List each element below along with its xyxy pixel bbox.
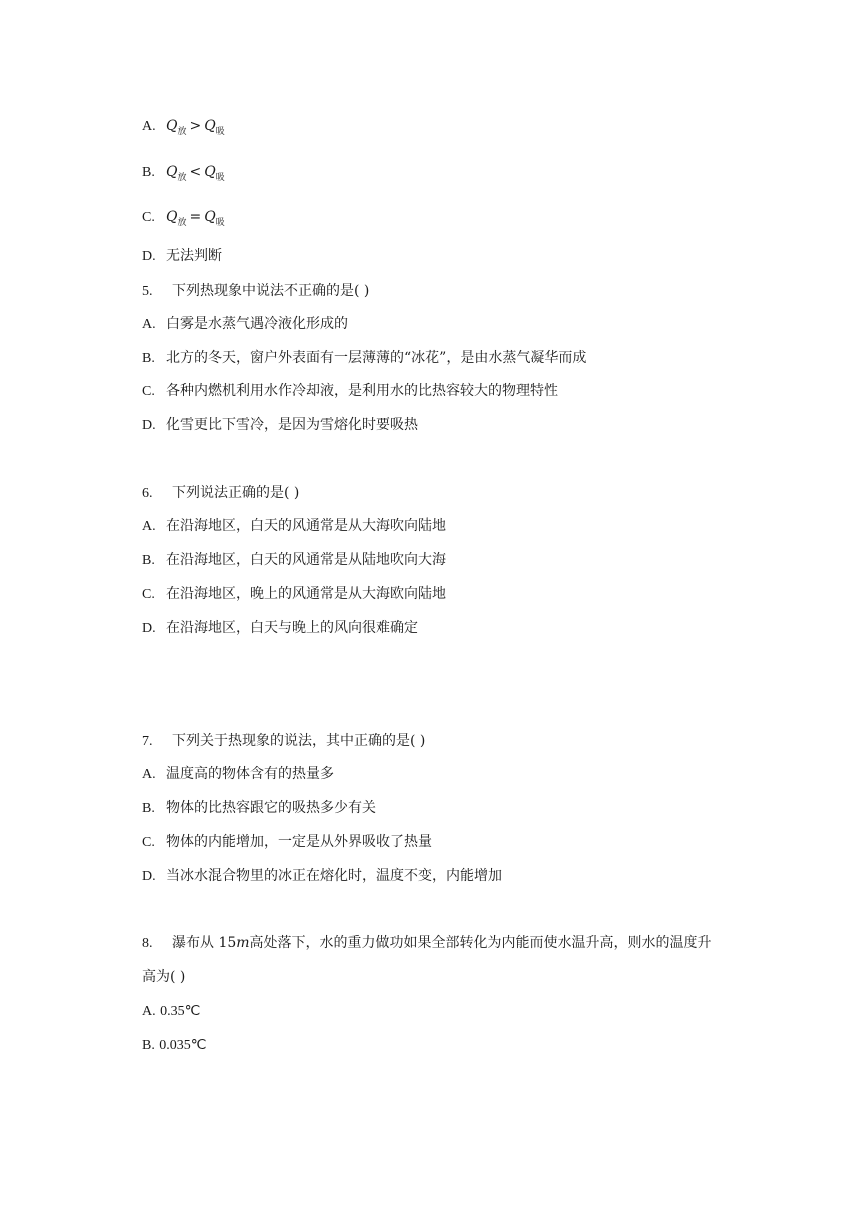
q5-option-b [142, 348, 586, 369]
option-text: 温度高的物体含有的热量多 [166, 766, 334, 782]
option-label: C. [142, 384, 155, 399]
q7-stem [142, 731, 425, 752]
option-text: 北方的冬天，窗户外表面有一层薄薄的“冰花”，是由水蒸气凝华而成 [166, 350, 587, 366]
q6-option-c [142, 584, 446, 605]
question-number: 7. [142, 734, 153, 749]
option-text: 在沿海地区，白天的风通常是从大海吹向陆地 [166, 518, 446, 534]
q5-option-d [142, 415, 418, 436]
math-variable: m [236, 935, 250, 951]
option-label: A. [142, 519, 156, 534]
option-label: B. [142, 553, 155, 568]
q5-option-a [142, 314, 348, 335]
option-text: 0.35℃ [160, 1004, 201, 1019]
option-text: 物体的比热容跟它的吸热多少有关 [166, 800, 376, 816]
option-text: 当冰水混合物里的冰正在熔化时，温度不变，内能增加 [166, 868, 502, 884]
question-text: 瀑布从 15 [172, 935, 237, 951]
option-label: A. [142, 317, 156, 332]
math-expression: $Q_放 > Q_吸$ [166, 118, 225, 137]
question-number: 6. [142, 486, 153, 501]
option-label: B. [142, 165, 155, 180]
q8-stem-line2 [142, 967, 185, 987]
q8-stem [142, 933, 712, 954]
question-number: 8. [142, 936, 153, 951]
q8-option-a [142, 1001, 200, 1022]
q6-option-a [142, 516, 446, 537]
q4-option-b [142, 162, 225, 188]
q6-option-d [142, 618, 418, 639]
math-expression: $Q_放 < Q_吸$ [166, 164, 225, 183]
option-text: 化雪更比下雪冷，是因为雪熔化时要吸热 [166, 417, 418, 433]
option-text: 物体的内能增加，一定是从外界吸收了热量 [166, 834, 432, 850]
q4-option-c [142, 207, 225, 233]
q8-option-b [142, 1035, 207, 1056]
q6-stem [142, 483, 299, 504]
question-number: 5. [142, 284, 153, 299]
question-text: 下列热现象中说法不正确的是( ) [172, 283, 370, 299]
q4-option-d [142, 246, 222, 267]
q7-option-d [142, 866, 502, 887]
option-label: C. [142, 210, 155, 225]
option-label: A. [142, 767, 156, 782]
option-label: B. [142, 351, 155, 366]
option-label: D. [142, 418, 156, 433]
q4-option-a [142, 116, 225, 142]
q7-option-a [142, 764, 334, 785]
option-text: 在沿海地区，白天的风通常是从陆地吹向大海 [166, 552, 446, 568]
option-text: 无法判断 [166, 248, 222, 264]
question-text: 下列说法正确的是( ) [172, 485, 300, 501]
option-text: 各种内燃机利用水作冷却液，是利用水的比热容较大的物理特性 [166, 383, 558, 399]
q7-option-c [142, 832, 432, 853]
option-label: D. [142, 621, 156, 636]
q6-option-b [142, 550, 446, 571]
option-label: D. [142, 249, 156, 264]
option-text: 0.035℃ [159, 1038, 207, 1053]
q7-option-b [142, 798, 376, 819]
q5-option-c [142, 381, 558, 402]
option-label: B. [142, 1038, 155, 1053]
option-label: D. [142, 869, 156, 884]
option-label: A. [142, 1004, 156, 1019]
q5-stem [142, 281, 369, 302]
option-label: C. [142, 587, 155, 602]
question-text: 下列关于热现象的说法，其中正确的是( ) [172, 733, 426, 749]
option-text: 白雾是水蒸气遇冷液化形成的 [166, 316, 348, 332]
question-text: 高处落下，水的重力做功如果全部转化为内能而使水温升高，则水的温度升 [249, 935, 712, 951]
option-text: 在沿海地区，白天与晚上的风向很难确定 [166, 620, 418, 636]
option-label: B. [142, 801, 155, 816]
math-expression: $Q_放 = Q_吸$ [166, 209, 225, 228]
option-label: A. [142, 119, 156, 134]
question-text: 高为( ) [142, 969, 186, 985]
option-label: C. [142, 835, 155, 850]
option-text: 在沿海地区，晚上的风通常是从大海欧向陆地 [166, 586, 446, 602]
